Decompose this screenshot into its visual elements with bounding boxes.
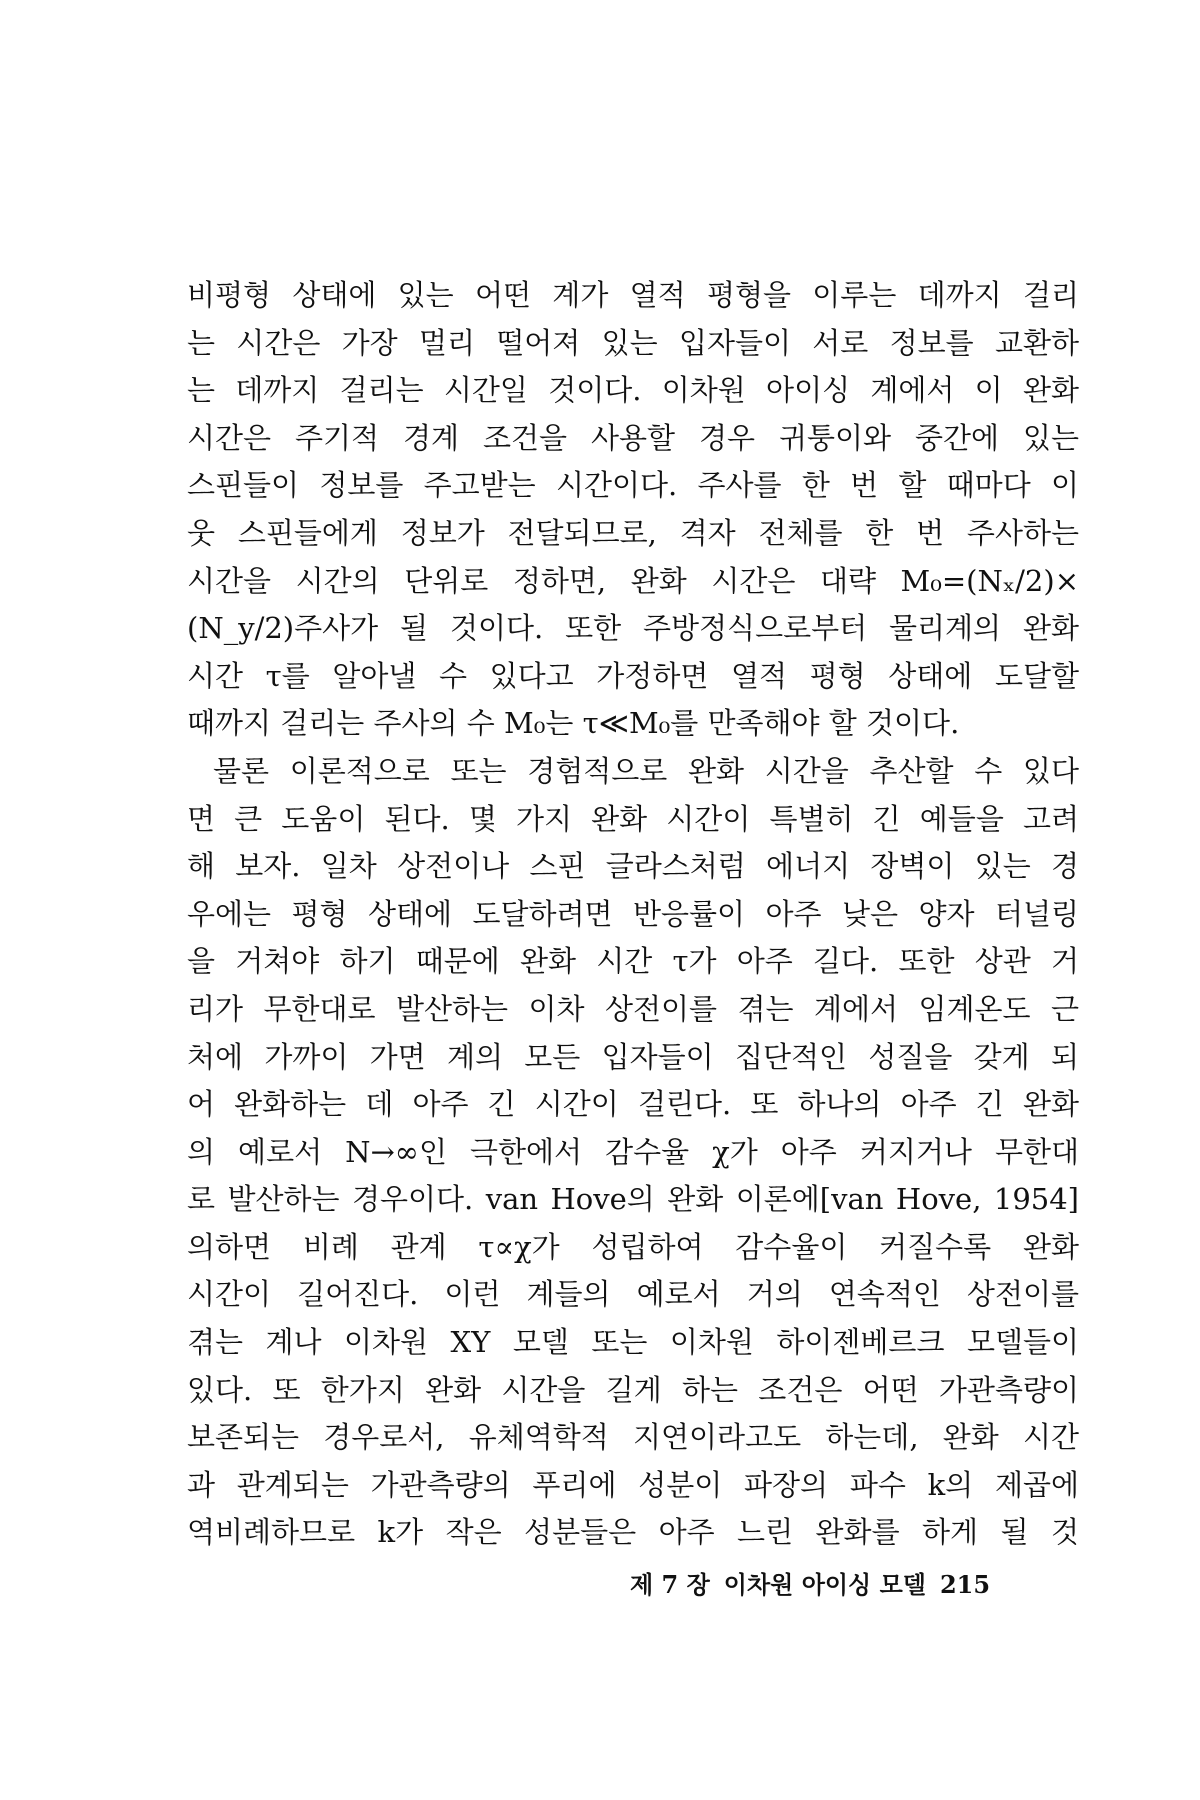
chapter-title: 이차원 아이싱 모델 bbox=[723, 1570, 926, 1599]
text-line: 역비례하므로 k가 작은 성분들은 아주 느린 완화를 하게 될 것 bbox=[187, 1515, 1079, 1550]
text-line: 우에는 평형 상태에 도달하려면 반응률이 아주 낮은 양자 터널링 bbox=[187, 896, 1079, 931]
text-line: 해 보자. 일차 상전이나 스핀 글라스처럼 에너지 장벽이 있는 경 bbox=[187, 849, 1079, 884]
text-line: 어 완화하는 데 아주 긴 시간이 걸린다. 또 하나의 아주 긴 완화 bbox=[187, 1087, 1079, 1122]
text-line: 의 예로서 N→∞인 극한에서 감수율 χ가 아주 커지거나 무한대 bbox=[187, 1134, 1079, 1169]
text-line: 을 거쳐야 하기 때문에 완화 시간 τ가 아주 길다. 또한 상관 거 bbox=[187, 944, 1079, 979]
text-line: 로 발산하는 경우이다. van Hove의 완화 이론에[van Hove, 1954] bbox=[187, 1182, 1079, 1217]
text-line: 의하면 비례 관계 τ∝χ가 성립하여 감수율이 커질수록 완화 bbox=[187, 1229, 1079, 1264]
body-text bbox=[187, 272, 1079, 1557]
text-line: 시간은 주기적 경계 조건을 사용할 경우 귀퉁이와 중간에 있는 bbox=[187, 420, 1079, 455]
text-line: 스핀들이 정보를 주고받는 시간이다. 주사를 한 번 할 때마다 이 bbox=[187, 468, 1079, 503]
text-line: 웃 스핀들에게 정보가 전달되므로, 격자 전체를 한 번 주사하는 bbox=[187, 515, 1079, 550]
paragraph-2 bbox=[187, 748, 1079, 1557]
text-line: 리가 무한대로 발산하는 이차 상전이를 겪는 계에서 임계온도 근 bbox=[187, 991, 1079, 1026]
chapter-number: 제 7 장 bbox=[630, 1570, 710, 1599]
text-line: 시간을 시간의 단위로 정하면, 완화 시간은 대략 M₀=(Nₓ/2)× bbox=[187, 563, 1079, 598]
paragraph-1 bbox=[187, 272, 1079, 748]
text-line: 때까지 걸리는 주사의 수 M₀는 τ≪M₀를 만족해야 할 것이다. bbox=[187, 706, 960, 741]
text-line: 물론 이론적으로 또는 경험적으로 완화 시간을 추산할 수 있다 bbox=[213, 753, 1079, 788]
text-line: 처에 가까이 가면 계의 모든 입자들이 집단적인 성질을 갖게 되 bbox=[187, 1039, 1079, 1074]
text-line: 시간 τ를 알아낼 수 있다고 가정하면 열적 평형 상태에 도달할 bbox=[187, 658, 1079, 693]
text-line: 는 데까지 걸리는 시간일 것이다. 이차원 아이싱 계에서 이 완화 bbox=[187, 373, 1079, 408]
text-line: 면 큰 도움이 된다. 몇 가지 완화 시간이 특별히 긴 예들을 고려 bbox=[187, 801, 1079, 836]
text-line: 과 관계되는 가관측량의 푸리에 성분이 파장의 파수 k의 제곱에 bbox=[187, 1467, 1079, 1502]
page-number: 215 bbox=[939, 1570, 991, 1599]
text-line: 겪는 계나 이차원 XY 모델 또는 이차원 하이젠베르크 모델들이 bbox=[187, 1325, 1079, 1360]
text-line: 시간이 길어진다. 이런 계들의 예로서 거의 연속적인 상전이를 bbox=[187, 1277, 1079, 1312]
running-footer bbox=[630, 1565, 1050, 1605]
text-line: 비평형 상태에 있는 어떤 계가 열적 평형을 이루는 데까지 걸리 bbox=[187, 278, 1079, 312]
text-line: 는 시간은 가장 멀리 떨어져 있는 입자들이 서로 정보를 교환하 bbox=[187, 325, 1079, 360]
text-line: 있다. 또 한가지 완화 시간을 길게 하는 조건은 어떤 가관측량이 bbox=[187, 1372, 1079, 1407]
text-line: (N_y/2)주사가 될 것이다. 또한 주방정식으로부터 물리계의 완화 bbox=[187, 611, 1079, 646]
text-line: 보존되는 경우로서, 유체역학적 지연이라고도 하는데, 완화 시간 bbox=[187, 1420, 1079, 1455]
